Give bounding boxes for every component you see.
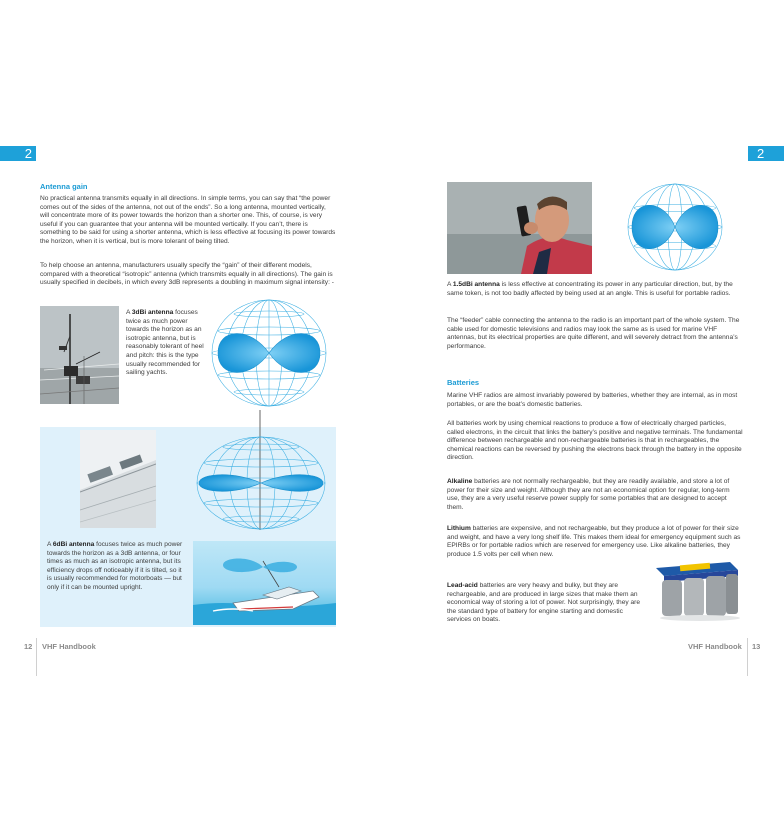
folio-divider-left: [36, 638, 37, 676]
page-number-right: 13: [752, 642, 761, 651]
photo-3dbi-antenna-mast: [40, 306, 119, 404]
paragraph-batteries-chemistry: All batteries work by using chemical reactions to produce a flow of electrically charged particles, called electrons, in the circuit that links the battery’s positive and negative terminals. The fundamental difference between rechargeable and non-rechargeable batteries is that in rechargeables, the chemical reactions can be reversed by pushing the electrons back through the battery in the opposite direction.: [447, 420, 743, 462]
folio-divider-right: [747, 638, 748, 676]
page-number-left: 12: [24, 642, 33, 651]
chapter-number: 2: [757, 146, 765, 161]
illustration-motorboat-radiation: [193, 541, 336, 625]
paragraph-feeder-cable: The “feeder” cable connecting the antenna to the radio is an important part of the whole system. The cable used for domestic televisions and radios may look the same as is used for marine VHF antennas, but its electrical properties are quite different, and will severely detract from the antenna’s performance.: [447, 317, 740, 350]
chapter-tab-right: [748, 146, 784, 161]
photo-man-with-handheld-radio: [447, 182, 592, 274]
radiation-pattern-6dbi-diagram: [195, 435, 327, 531]
radiation-pattern-1-5dbi-diagram: [626, 182, 724, 272]
paragraph-alkaline-batteries: Alkaline batteries are not normally rechargeable, but they are readily available, and store a lot of power for their size and weight. Although they are not an economical option for regular, long-term use, they are a very useful reserve power supply for some portables that are designed to accept them.: [447, 478, 730, 511]
paragraph-antenna-intro: No practical antenna transmits equally in all directions. In simple terms, you can say that “the power comes out of the sides of the antenna, not out of the ends”. So a long antenna, mounted vertically, will concentrate more of its power towards the horizon than a shorter one. This, of course, is very useful if you can guarantee that your antenna will be mounted vertically. If you can’t, there is something to be said for using a shorter antenna, which is less effective at focusing its power towards the horizon, when it is vertical, but is more tolerant of being tilted.: [40, 195, 336, 245]
radiation-pattern-3dbi-diagram: [210, 298, 328, 408]
caption-3dbi-antenna: A 3dBi antenna focuses twice as much power towards the horizon as an isotropic antenna, but is reasonably tolerant of heel and pitch: this is the type usually recommended for sailing yachts.: [126, 309, 204, 377]
photo-lead-acid-battery: [652, 556, 744, 622]
paragraph-lead-acid-batteries: Lead-acid batteries are very heavy and bulky, but they are rechargeable, and are produced in large sizes that make them an economical way of storing a lot of power. Not surprisingly, they are the standard type of battery for engine starting and domestic services on boats.: [447, 582, 641, 624]
photo-6dbi-motorboat: [80, 430, 156, 528]
paragraph-lithium-batteries: Lithium batteries are expensive, and not rechargeable, but they produce a lot of power for their size and weight, and have a very long shelf life. This makes them ideal for emergency equipment such as EPIRBs or for portable radios which are reserved for emergency use. Like alkaline batteries, they produce 1.5 volts per cell when new.: [447, 525, 741, 558]
paragraph-batteries-intro: Marine VHF radios are almost invariably powered by batteries, whether they are internal, as in most portables, or are the boat’s domestic batteries.: [447, 392, 738, 408]
section-heading-antenna-gain: Antenna gain: [40, 182, 88, 191]
paragraph-gain-explainer: To help choose an antenna, manufacturers usually specify the “gain” of their different models, compared with a theoretical “isotropic” antenna (which transmits equally in all directions). The gain is usually specified in decibels, in which every 3dB represents a doubling in maximum signal intensity: -: [40, 262, 334, 287]
caption-1-5dbi-antenna: A 1.5dBi antenna is less effective at concentrating its power in any particular direction, but, by the same token, is not too badly affected by being used at an angle. This is useful for portable radios.: [447, 281, 733, 297]
running-title-right: VHF Handbook: [688, 642, 742, 651]
chapter-tab-left: [0, 146, 36, 161]
chapter-number: 2: [24, 146, 32, 161]
caption-6dbi-antenna: A 6dBi antenna focuses twice as much power towards the horizon as a 3dB antenna, or four times as much as an isotropic antenna, but its efficiency drops off noticeably if it is tilted, so it is usually recommended for motorboats — but only if it can be mounted upright.: [47, 541, 183, 591]
section-heading-batteries: Batteries: [447, 378, 480, 387]
running-title-left: VHF Handbook: [42, 642, 96, 651]
